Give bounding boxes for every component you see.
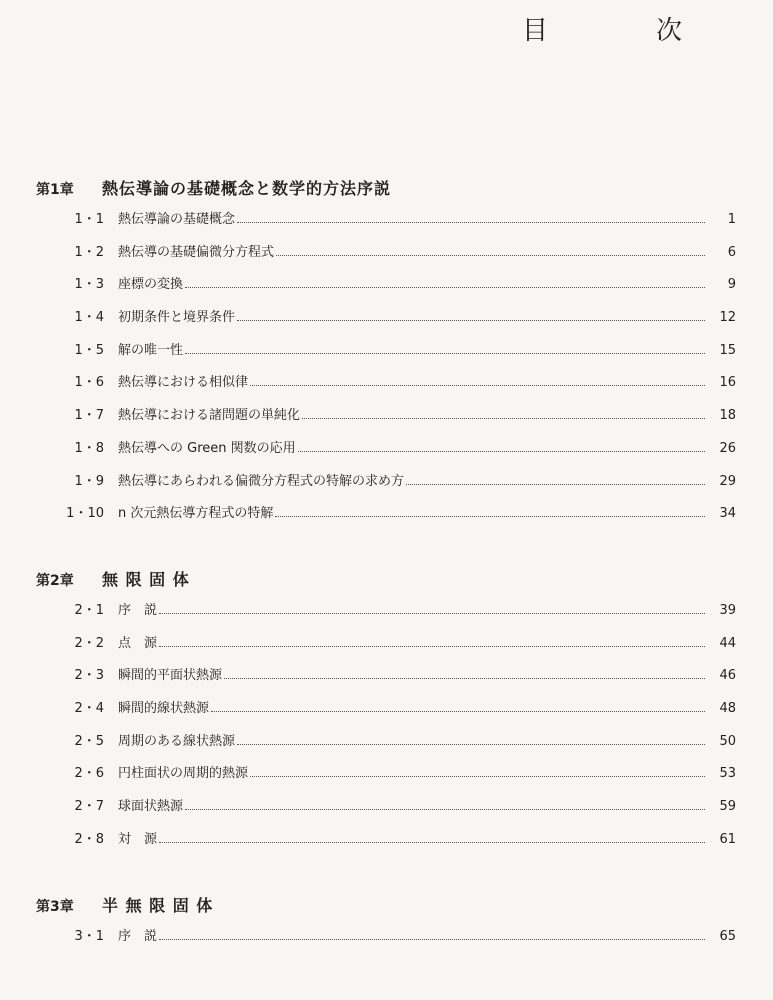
toc-entry	[36, 339, 736, 372]
dot-leader	[302, 418, 705, 419]
section-number: 1・2	[74, 244, 104, 260]
section-number: 2・1	[74, 603, 104, 618]
dot-leader	[159, 842, 705, 843]
page-number: 61	[719, 831, 736, 847]
chapter-number: 第2章	[36, 573, 74, 589]
section-title: 点 源	[118, 635, 158, 651]
toc-entry	[36, 306, 736, 339]
section-title: 円柱面状の周期的熱源	[118, 766, 249, 782]
section-title: 熱伝導における諸問題の単純化	[118, 408, 301, 424]
chapter-1	[36, 176, 736, 535]
chapter-heading	[36, 176, 736, 200]
section-title: 熱伝導への Green 関数の応用	[118, 440, 296, 456]
dot-leader	[237, 320, 705, 321]
section-number: 1・1	[74, 212, 104, 227]
dot-leader	[159, 939, 705, 940]
dot-leader	[185, 287, 705, 288]
chapter-2	[36, 567, 736, 861]
toc-entry	[36, 697, 736, 730]
section-title: n 次元熱伝導方程式の特解	[118, 506, 274, 522]
page-number: 53	[719, 766, 736, 782]
section-number: 1・5	[74, 342, 104, 358]
toc-entry	[36, 371, 736, 404]
toc-entry	[36, 470, 736, 503]
dot-leader	[224, 678, 705, 679]
section-title: 熱伝導論の基礎概念	[118, 212, 236, 227]
page-title	[522, 8, 682, 48]
section-number: 3・1	[74, 929, 104, 944]
toc-entry	[36, 502, 736, 535]
dot-leader	[250, 385, 705, 386]
toc-entry	[36, 730, 736, 763]
section-number: 2・3	[74, 668, 104, 684]
section-title: 初期条件と境界条件	[118, 310, 236, 326]
toc-entry	[36, 437, 736, 470]
page-number: 9	[727, 277, 736, 293]
section-number: 1・3	[74, 277, 104, 293]
dot-leader	[211, 711, 705, 712]
chapter-heading	[36, 567, 736, 591]
toc-entry	[36, 404, 736, 437]
chapter-number: 第3章	[36, 899, 74, 915]
page-number: 46	[719, 668, 736, 684]
toc-entry	[36, 273, 736, 306]
section-number: 1・7	[74, 408, 104, 424]
chapter-heading	[36, 893, 736, 917]
dot-leader	[159, 646, 705, 647]
section-number: 1・10	[66, 506, 104, 522]
toc-entry	[36, 925, 736, 958]
section-title: 瞬間的平面状熱源	[118, 668, 223, 684]
toc-entry	[36, 632, 736, 665]
dot-leader	[237, 744, 705, 745]
toc-entry	[36, 762, 736, 795]
section-title: 熱伝導の基礎偏微分方程式	[118, 244, 275, 260]
page-number: 48	[719, 701, 736, 717]
section-title: 序 説	[118, 603, 158, 618]
toc-entry	[36, 795, 736, 828]
page-number: 39	[719, 603, 736, 618]
section-number: 2・6	[74, 766, 104, 782]
page-number: 1	[727, 212, 736, 227]
section-number: 2・5	[74, 733, 104, 749]
section-title: 熱伝導における相似律	[118, 375, 249, 391]
section-number: 2・4	[74, 701, 104, 717]
dot-leader	[237, 222, 705, 223]
section-number: 1・8	[74, 440, 104, 456]
page-number: 16	[719, 375, 736, 391]
toc-entry	[36, 208, 736, 241]
chapter-title: 無 限 固 体	[102, 570, 190, 589]
dot-leader	[406, 484, 705, 485]
page-title-char-1: 目	[522, 15, 549, 46]
page-number: 12	[719, 310, 736, 326]
toc-entry	[36, 828, 736, 861]
chapter-3	[36, 893, 736, 958]
section-title: 周期のある線状熱源	[118, 733, 236, 749]
page-number: 29	[719, 473, 736, 489]
page-number: 59	[719, 799, 736, 815]
section-number: 2・2	[74, 635, 104, 651]
page-title-char-2: 次	[655, 15, 682, 46]
section-title: 対 源	[118, 831, 158, 847]
section-title: 瞬間的線状熱源	[118, 701, 210, 717]
page-number: 34	[719, 506, 736, 522]
toc-entry	[36, 241, 736, 274]
section-number: 2・7	[74, 799, 104, 815]
chapter-title: 半 無 限 固 体	[102, 896, 214, 915]
page-number: 15	[719, 342, 736, 358]
page-number: 44	[719, 635, 736, 651]
chapter-number: 第1章	[36, 182, 74, 198]
chapter-title: 熱伝導論の基礎概念と数学的方法序説	[102, 179, 392, 198]
dot-leader	[159, 613, 705, 614]
section-title: 座標の変換	[118, 277, 184, 293]
page-number: 26	[719, 440, 736, 456]
section-title: 序 説	[118, 929, 158, 944]
section-list	[36, 925, 736, 958]
page-number: 18	[719, 408, 736, 424]
section-title: 解の唯一性	[118, 342, 184, 358]
section-number: 1・4	[74, 310, 104, 326]
page-number: 50	[719, 733, 736, 749]
dot-leader	[298, 451, 705, 452]
dot-leader	[185, 353, 705, 354]
section-title: 熱伝導にあらわれる偏微分方程式の特解の求め方	[118, 473, 405, 489]
dot-leader	[250, 776, 705, 777]
toc-entry	[36, 664, 736, 697]
section-number: 1・9	[74, 473, 104, 489]
dot-leader	[276, 255, 705, 256]
section-list	[36, 208, 736, 535]
page-number: 65	[719, 929, 736, 944]
dot-leader	[185, 809, 705, 810]
section-title: 球面状熱源	[118, 799, 184, 815]
toc-entry	[36, 599, 736, 632]
section-list	[36, 599, 736, 861]
dot-leader	[275, 516, 705, 517]
section-number: 2・8	[74, 831, 104, 847]
section-number: 1・6	[74, 375, 104, 391]
page-number: 6	[727, 244, 736, 260]
